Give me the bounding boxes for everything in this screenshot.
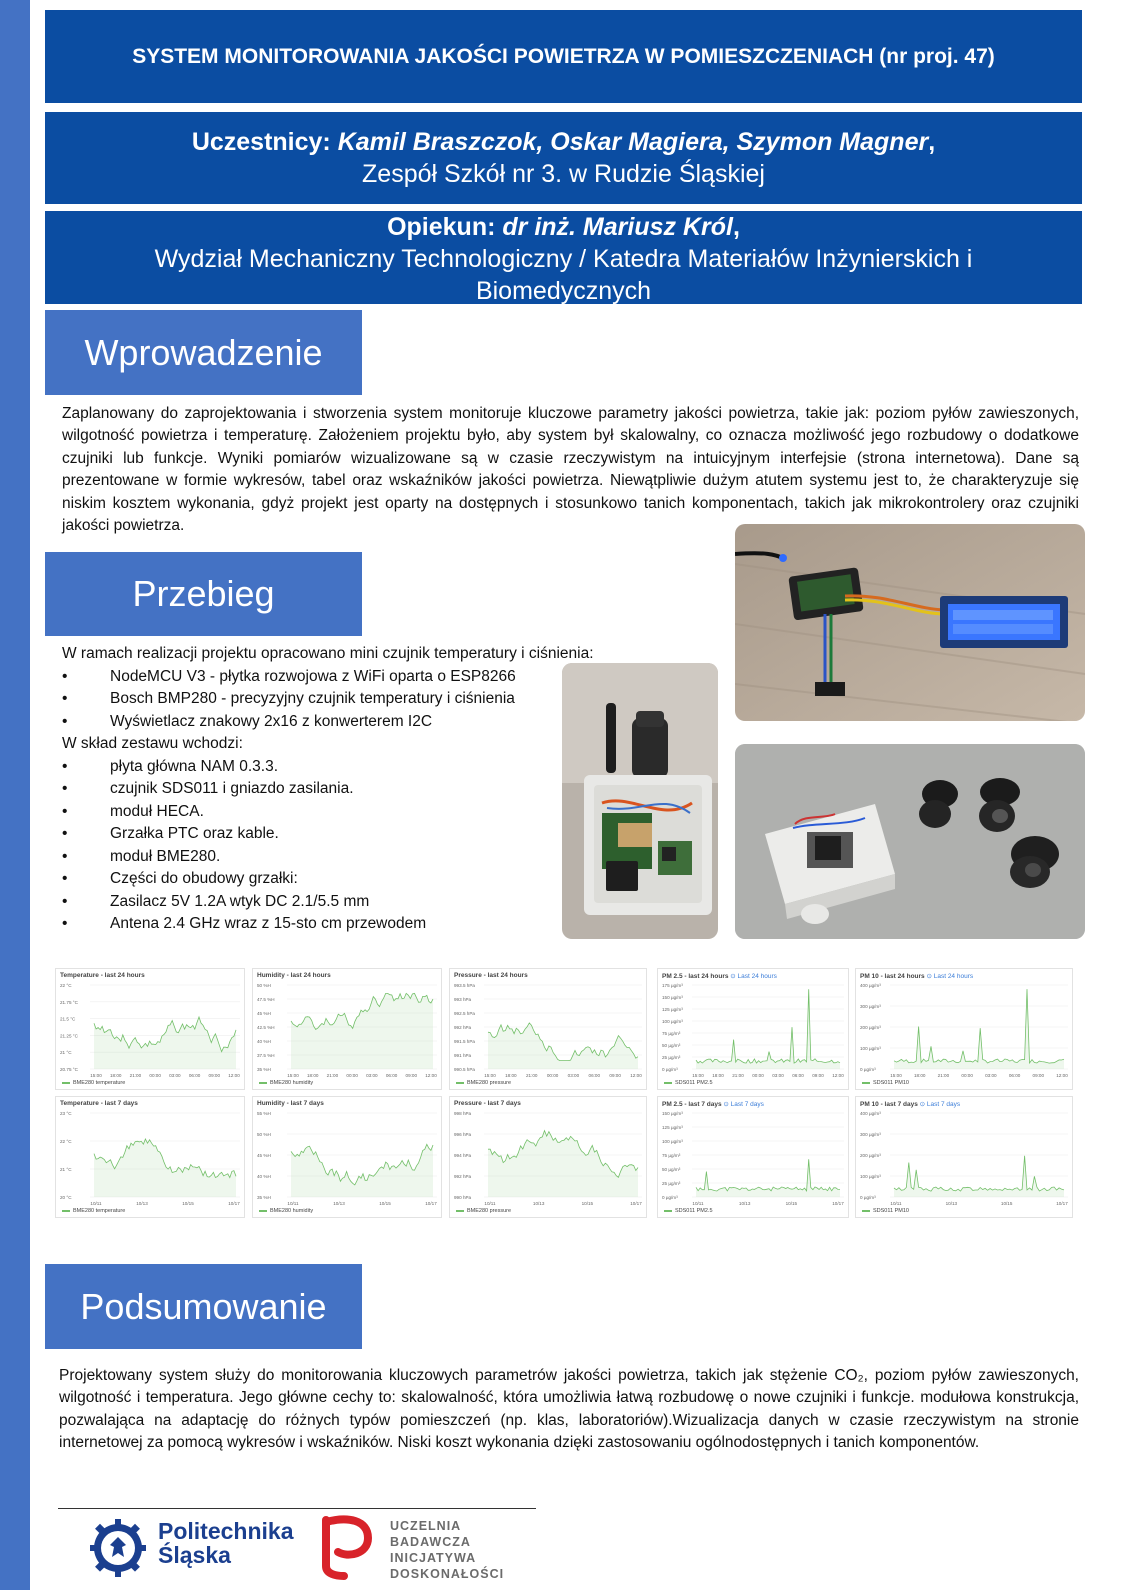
x-tick-label: 12:00 [630,1073,642,1078]
time-range-link[interactable]: ⊙ Last 7 days [919,1101,961,1108]
process-lead: W ramach realizacji projektu opracowano mini czujnik temperatury i ciśnienia: [62,645,594,662]
time-range-link[interactable]: ⊙ Last 7 days [723,1101,764,1108]
x-tick-label: 09:00 [405,1073,418,1078]
series-area [488,1023,638,1069]
y-tick-label: 22 °C [60,983,72,988]
x-tick-label: 10/17 [630,1201,642,1206]
chart-panel [252,968,442,1090]
y-tick-label: 22 °C [60,1139,72,1144]
chart-legend: BME280 temperature [62,1080,125,1086]
chart-title: Humidity - last 7 days [257,1100,324,1107]
time-range-link[interactable]: ⊙ Last 24 hours [926,973,974,980]
x-tick-label: 10/17 [832,1201,844,1206]
list-item: • Bosch BMP280 - precyzyjny czujnik temperatury i ciśnienia [62,690,515,707]
y-tick-label: 100 µg/m³ [860,1174,881,1179]
x-tick-label: 10/17 [1056,1201,1068,1206]
list-item: • moduł BME280. [62,847,221,865]
x-tick-label: 10/13 [532,1201,545,1206]
y-tick-label: 75 µg/m³ [662,1153,681,1158]
y-tick-label: 35 %H [257,1067,271,1072]
x-tick-label: 00:00 [752,1073,764,1078]
participants-school: Zespół Szkół nr 3. w Rudzie Śląskiej [362,160,765,188]
x-tick-label: 15:00 [692,1073,704,1078]
summary-text: Projektowany system służy do monitorowania kluczowych parametrów jakości powietrza, takich jak stężenie CO₂, poziom pyłów zawieszonych, wilgotność i temperatura. Jego główne cechy to: skalowalność, która umożliwia łatwą rozbudowę o nowe czujniki i funkcje. modułowa konstrukcja, pozwalająca na adaptację do różnych typów pomieszczeń (np. klas, laboratoriów).Wizualizacja danych w czasie rzeczywistym na stronie internetowej za pomocą wykresów i wskaźników. Niski koszt wykonania dzięki zastosowaniu ogólnodostępnych i tanich komponentów. [59,1367,1079,1452]
y-tick-label: 0 µg/m³ [662,1195,678,1200]
y-tick-label: 0 µg/m³ [662,1067,678,1072]
y-tick-label: 21 °C [60,1050,72,1056]
participants-names: Kamil Braszczok, Oskar Magiera, Szymon Magner [337,128,929,156]
list-item: • Części do obudowy grzałki: [62,870,298,887]
chart-plot [56,1097,246,1219]
y-tick-label: 37.5 %H [257,1053,275,1058]
chart-panel [449,1096,647,1218]
chart-plot [856,1097,1074,1219]
y-tick-label: 150 µg/m³ [662,1111,683,1116]
y-tick-label: 400 µg/m³ [860,983,881,988]
x-tick-label: 21:00 [937,1073,950,1078]
uczelnia-badawcza-logo [318,1514,518,1582]
y-tick-label: 21 °C [60,1167,72,1172]
x-tick-label: 10/15 [785,1201,798,1206]
y-tick-label: 21.5 °C [60,1016,76,1022]
series-line [894,1156,1064,1191]
chart-panel [657,968,849,1090]
chart-plot [658,1097,850,1219]
gear-emblem-icon [90,1517,152,1579]
series-area [696,1159,840,1197]
x-tick-label: 10/11 [692,1201,704,1206]
series-area [94,1017,236,1069]
x-tick-label: 10/15 [182,1201,194,1206]
y-tick-label: 20 °C [60,1195,72,1200]
y-tick-label: 21.75 °C [60,999,78,1005]
y-tick-label: 300 µg/m³ [860,1004,881,1009]
x-tick-label: 10/11 [287,1201,299,1206]
series-line [696,1159,840,1191]
y-tick-label: 993 hPa [454,997,472,1002]
x-tick-label: 18:00 [913,1073,926,1078]
footer-divider [58,1508,536,1509]
y-tick-label: 50 %H [257,983,271,988]
chart-panel [55,1096,245,1218]
intro-heading: Wprowadzenie [45,310,362,395]
chart-legend: BME280 pressure [456,1208,511,1214]
y-tick-label: 998 hPa [454,1111,472,1116]
x-tick-label: 12:00 [832,1073,844,1078]
x-tick-label: 15:00 [890,1073,902,1078]
series-area [291,993,433,1069]
chart-title: Pressure - last 7 days [454,1100,521,1107]
left-accent-bar [0,0,30,1590]
title-banner [45,10,1082,103]
chart-title: PM 2.5 - last 7 days ⊙ Last 7 days [662,1101,764,1108]
y-tick-label: 45 %H [257,1011,271,1016]
x-tick-label: 10/17 [425,1201,437,1206]
politechnika-name: Politechnika Śląska [158,1518,294,1568]
y-tick-label: 45 %H [257,1153,271,1158]
x-tick-label: 10/11 [484,1201,496,1206]
x-tick-label: 10/17 [228,1201,240,1206]
x-tick-label: 18:00 [712,1073,724,1078]
kit-lead: W skład zestawu wchodzi: [62,735,243,752]
x-tick-label: 10/13 [333,1201,345,1206]
y-tick-label: 992.5 hPa [454,1011,475,1016]
y-tick-label: 23 °C [60,1111,72,1116]
x-tick-label: 03:00 [366,1073,378,1078]
x-tick-label: 18:00 [306,1073,319,1078]
y-tick-label: 35 %H [257,1195,271,1200]
x-tick-label: 10/11 [90,1201,102,1206]
x-tick-label: 03:00 [985,1073,997,1078]
process-list [62,643,594,936]
x-tick-label: 09:00 [609,1073,621,1078]
y-tick-label: 993.5 hPa [454,983,475,988]
chart-plot [658,969,850,1091]
y-tick-label: 200 µg/m³ [860,1153,881,1158]
y-tick-label: 20.75 °C [60,1067,78,1072]
list-item: • moduł HECA. [62,802,204,820]
x-tick-label: 21:00 [525,1073,538,1078]
supervisor-name: dr inż. Mariusz Król [502,213,733,241]
list-item: • Antena 2.4 GHz wraz z 15-sto cm przewodem [62,915,427,932]
y-tick-label: 100 µg/m³ [860,1046,881,1051]
x-tick-label: 21:00 [732,1073,744,1078]
y-tick-label: 100 µg/m³ [662,1019,683,1024]
x-tick-label: 18:00 [109,1073,122,1078]
y-tick-label: 991 hPa [454,1053,472,1058]
x-tick-label: 06:00 [588,1073,601,1078]
poster-title: SYSTEM MONITOROWANIA JAKOŚCI POWIETRZA W POMIESZCZENIACH (nr proj. 47) [132,44,995,68]
y-tick-label: 25 µg/m³ [662,1181,681,1186]
chart-panel [855,968,1073,1090]
chart-title: Temperature - last 24 hours [60,972,145,979]
y-tick-label: 300 µg/m³ [860,1132,881,1137]
x-tick-label: 12:00 [425,1073,437,1078]
summary-heading: Podsumowanie [45,1264,362,1349]
supervisor-banner: Opiekun: dr inż. Mariusz Król, Wydział Mechaniczny Technologiczny / Katedra Materiałów Inżynierskich i Biomedycznych [45,211,1082,304]
chart-legend: SDS011 PM10 [862,1080,909,1086]
x-tick-label: 10/15 [379,1201,391,1206]
y-tick-label: 40 %H [257,1174,271,1179]
x-tick-label: 15:00 [484,1073,496,1078]
y-tick-label: 992 hPa [454,1174,472,1179]
y-tick-label: 200 µg/m³ [860,1025,881,1030]
participants-banner: Uczestnicy: Kamil Braszczok, Oskar Magiera, Szymon Magner, Zespół Szkół nr 3. w Rudzie Śląskiej [45,112,1082,204]
chart-panel [55,968,245,1090]
chart-title: Pressure - last 24 hours [454,972,528,979]
y-tick-label: 991.5 hPa [454,1039,475,1044]
chart-title: PM 2.5 - last 24 hours ⊙ Last 24 hours [662,973,777,980]
x-tick-label: 21:00 [326,1073,339,1078]
politechnika-logo [90,1517,300,1579]
y-tick-label: 47.5 %H [257,997,275,1002]
x-tick-label: 03:00 [169,1073,181,1078]
chart-title: Humidity - last 24 hours [257,972,331,979]
device-photo-open-box [562,663,718,939]
chart-legend: SDS011 PM2.5 [664,1208,713,1214]
y-tick-label: 42.5 %H [257,1025,275,1030]
enclosure-parts-photo [735,744,1085,939]
chart-plot [56,969,246,1091]
y-tick-label: 50 %H [257,1132,271,1137]
x-tick-label: 09:00 [812,1073,824,1078]
y-tick-label: 50 µg/m³ [662,1043,681,1048]
y-tick-label: 996 hPa [454,1132,472,1137]
list-item: • Wyświetlacz znakowy 2x16 z konwerterem I2C [62,712,433,730]
chart-plot [450,969,648,1091]
participants-label: Uczestnicy: [191,128,331,156]
x-tick-label: 00:00 [961,1073,973,1078]
x-tick-label: 06:00 [385,1073,398,1078]
list-item: • Grzałka PTC oraz kable. [62,825,279,842]
x-tick-label: 15:00 [90,1073,102,1078]
chart-panel [657,1096,849,1218]
chart-legend: BME280 humidity [259,1208,313,1214]
y-tick-label: 990 hPa [454,1195,472,1200]
chart-title: PM 10 - last 24 hours ⊙ Last 24 hours [860,973,974,980]
chart-legend: SDS011 PM10 [862,1208,909,1214]
list-item: • czujnik SDS011 i gniazdo zasilania. [62,780,354,797]
y-tick-label: 994 hPa [454,1153,472,1158]
x-tick-label: 12:00 [1056,1073,1068,1078]
x-tick-label: 21:00 [129,1073,142,1078]
x-tick-label: 09:00 [1032,1073,1045,1078]
y-tick-label: 40 %H [257,1039,271,1044]
chart-panel [449,968,647,1090]
x-tick-label: 00:00 [346,1073,358,1078]
x-tick-label: 18:00 [505,1073,517,1078]
list-item: • płyta główna NAM 0.3.3. [62,757,279,775]
chart-panel [252,1096,442,1218]
chart-legend: BME280 pressure [456,1080,511,1086]
x-tick-label: 10/11 [890,1201,902,1206]
supervisor-department: Wydział Mechaniczny Technologiczny / Katedra Materiałów Inżynierskich i Biomedycznych [154,245,973,305]
x-tick-label: 00:00 [149,1073,161,1078]
y-tick-label: 25 µg/m³ [662,1055,681,1060]
intro-text: Zaplanowany do zaprojektowania i stworzenia system monitoruje kluczowe parametry jakości powietrza, takie jak: poziom pyłów zawieszonych, wilgotność powietrza i temperaturę. Założeniem projektu było, aby system był skalowalny, co oznacza możliwość jego rozbudowy o dodatkowe czujniki lub funkcje. Wyniki pomiarów wizualizowane są w czasie rzeczywistym na intuicyjnym interfejsie (strona internetowa). Dane są prezentowane w formie wykresów, tabel oraz wskaźników jakości powietrza. Niewątpliwie dużym atutem systemu jest to, że charakteryzuje się niskim kosztem wykonania, gdyż projekt jest oparty na dostępnych i stosunkowo tanich komponentach, takich jak mikrokontrolery oraz czujniki jakości powietrza. [62,405,1079,535]
chart-title: Temperature - last 7 days [60,1100,138,1107]
process-heading: Przebieg [45,552,362,636]
chart-legend: BME280 humidity [259,1080,313,1086]
supervisor-label: Opiekun: [387,213,496,241]
x-tick-label: 10/13 [136,1201,148,1206]
y-tick-label: 400 µg/m³ [860,1111,881,1116]
x-tick-label: 10/15 [581,1201,594,1206]
chart-title: PM 10 - last 7 days ⊙ Last 7 days [860,1101,961,1108]
x-tick-label: 09:00 [208,1073,221,1078]
y-tick-label: 21.25 °C [60,1033,78,1039]
ub-mark-icon [318,1514,382,1580]
x-tick-label: 10/13 [738,1201,751,1206]
series-area [894,1156,1064,1197]
ub-text: UCZELNIA BADAWCZA INICJATYWA DOSKONAŁOŚCI [390,1519,505,1581]
y-tick-label: 75 µg/m³ [662,1031,681,1036]
series-area [894,989,1064,1069]
x-tick-label: 06:00 [1008,1073,1021,1078]
y-tick-label: 100 µg/m³ [662,1139,683,1144]
series-line [696,989,840,1063]
y-tick-label: 50 µg/m³ [662,1167,681,1172]
y-tick-label: 992 hPa [454,1025,472,1030]
chart-plot [253,969,443,1091]
y-tick-label: 55 %H [257,1111,271,1116]
y-tick-label: 125 µg/m³ [662,1007,683,1012]
x-tick-label: 12:00 [228,1073,240,1078]
chart-plot [856,969,1074,1091]
x-tick-label: 03:00 [772,1073,784,1078]
x-tick-label: 10/13 [945,1201,958,1206]
chart-legend: SDS011 PM2.5 [664,1080,713,1086]
x-tick-label: 06:00 [188,1073,201,1078]
chart-panel [855,1096,1073,1218]
y-tick-label: 0 µg/m³ [860,1067,876,1072]
x-tick-label: 06:00 [792,1073,804,1078]
time-range-link[interactable]: ⊙ Last 24 hours [730,973,777,980]
lcd-display-photo [735,524,1085,721]
list-item: • Zasilacz 5V 1.2A wtyk DC 2.1/5.5 mm [62,892,370,910]
y-tick-label: 0 µg/m³ [860,1195,876,1200]
list-item: • NodeMCU V3 - płytka rozwojowa z WiFi oparta o ESP8266 [62,667,516,685]
y-tick-label: 150 µg/m³ [662,995,683,1000]
y-tick-label: 990.5 hPa [454,1067,475,1072]
x-tick-label: 03:00 [567,1073,580,1078]
x-tick-label: 15:00 [287,1073,299,1078]
x-tick-label: 00:00 [546,1073,559,1078]
chart-legend: BME280 temperature [62,1208,125,1214]
y-tick-label: 175 µg/m³ [662,983,683,988]
chart-plot [450,1097,648,1219]
x-tick-label: 10/15 [1000,1201,1013,1206]
y-tick-label: 125 µg/m³ [662,1125,683,1130]
chart-plot [253,1097,443,1219]
sensor-dashboard [55,968,1073,1226]
